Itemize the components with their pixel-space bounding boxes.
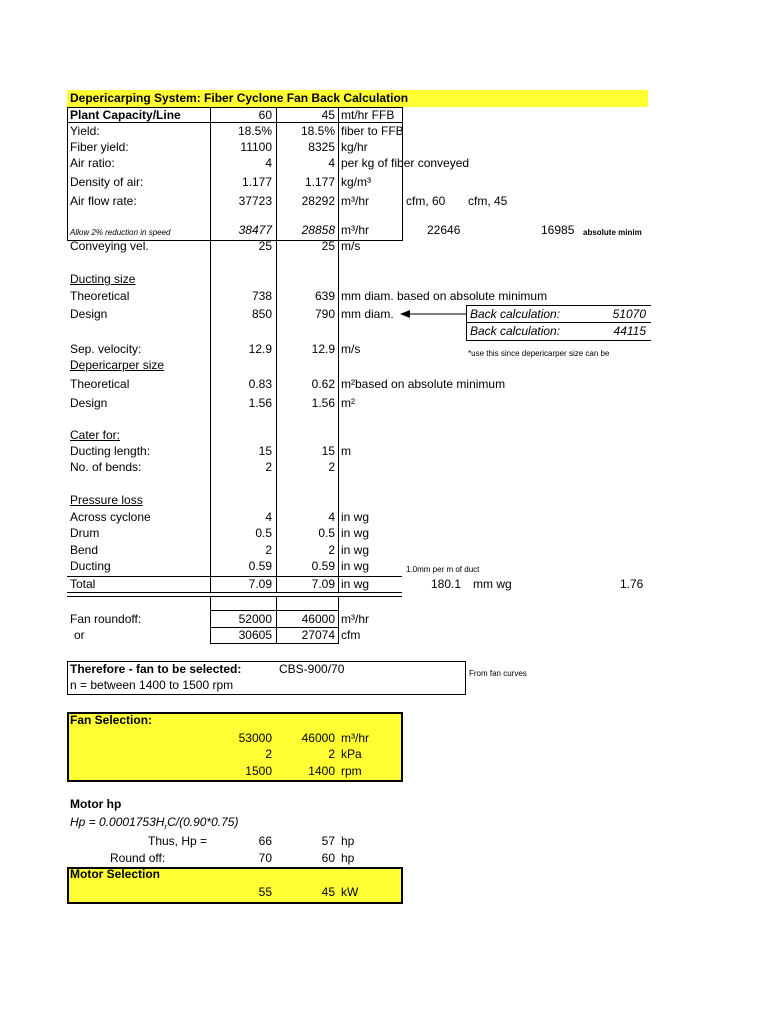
total-mm-value: 180.1 [431,577,462,591]
motor-formula [70,815,238,834]
row-v1: 30605 [238,628,272,642]
row-v2: 12.9 [311,342,335,356]
row-label-fan-roundoff: Fan roundoff: [70,612,142,626]
row-label-design: Design [70,396,108,410]
row-v1: 850 [251,307,272,321]
fan-sel-unit: rpm [341,764,362,778]
row-label-ducting: Ducting [70,559,111,573]
row-label-yield: Yield: [70,124,100,138]
section-pressure-loss: Pressure loss [70,493,143,507]
row-v2: 8325 [308,140,335,154]
fan-round-v3 [338,596,339,644]
back-calc-label-1: Back calculation: [470,307,561,321]
row-unit: kg/m³ [341,175,371,189]
row-label-across-cyclone: Across cyclone [70,510,151,524]
row-v1: 4 [265,510,272,524]
motor-sel-v1: 55 [258,885,272,899]
total-double-border [67,596,402,597]
row-v2: 4 [328,156,335,170]
row-unit: m [341,444,351,458]
back-calc-divider [466,322,651,323]
row-unit: mm diam. based on absolute minimum [341,289,548,303]
row-v2: 0.59 [311,559,335,573]
cfm45-label: cfm, 45 [468,194,508,208]
row-v1: 7.09 [248,577,272,591]
row-v2: 27074 [301,628,335,642]
row-unit: m³/hr [341,612,369,626]
row-v1: 2 [265,543,272,557]
row-label-or: or [74,628,85,642]
fan-selection-title: Fan Selection: [70,713,153,727]
row-v1: 38477 [238,223,272,237]
arrow-left-icon [400,308,466,320]
row-v2: 4 [328,510,335,524]
from-fan-curves: From fan curves [469,669,527,678]
row-v1: 4 [265,156,272,170]
fan-sel-v2: 46000 [301,731,335,745]
motor-sel-v2: 45 [321,885,335,899]
row-label-fiber-yield: Fiber yield: [70,140,129,154]
row-v2: 639 [314,289,335,303]
section-depericarper-size: Depericarper size [70,358,165,372]
selection-label: Therefore - fan to be selected: [70,662,242,676]
row-v1: 37723 [238,194,272,208]
row-v1: 60 [258,108,272,122]
thus-hp-label: Thus, Hp = [148,834,208,848]
row-v2: 28858 [301,223,335,237]
row-v1: 0.5 [255,526,272,540]
selection-model: CBS-900/70 [279,662,345,676]
row-v2: 7.09 [311,577,335,591]
col-border-left [67,107,68,241]
abs-min-note: absolute minim [583,228,642,237]
row-v1: 12.9 [248,342,272,356]
depericarper-note: *use this since depericarper size can be [468,349,610,358]
cfm45-value: 16985 [541,223,575,237]
row-unit: per kg of fiber conveyed [341,156,470,170]
row-unit: in wg [341,559,370,573]
thus-hp-v1: 66 [258,834,272,848]
row-label-drum: Drum [70,526,100,540]
row-unit: m²based on absolute minimum [341,377,506,391]
formula-part-a: Hp = 0.0001753H [70,815,165,829]
cfm60-value: 22646 [427,223,461,237]
back-calc-value-1: 51070 [612,307,646,321]
col-border-3 [338,107,339,241]
row-label-sep-velocity: Sep. velocity: [70,342,142,356]
row-unit: cfm [341,628,361,642]
row-v2: 28292 [301,194,335,208]
row-v1: 15 [258,444,272,458]
row-v2: 25 [321,239,335,253]
row-v1: 25 [258,239,272,253]
row-v2: 1.177 [304,175,335,189]
back-calc-value-2: 44115 [613,324,646,338]
fan-round-top [210,610,338,611]
row-unit: m/s [341,239,361,253]
table-row1-border [67,122,402,123]
fan-round-bottom [210,643,338,644]
row-label-theoretical: Theoretical [70,377,130,391]
row-v1: 1.56 [248,396,272,410]
row-label-ducting-length: Ducting length: [70,444,151,458]
round-off-v1: 70 [258,851,272,865]
row-label-design: Design [70,307,108,321]
row-label-plant: Plant Capacity/Line [70,108,181,122]
row-v1: 0.59 [248,559,272,573]
fan-sel-v2: 1400 [308,764,335,778]
fan-sel-v1: 1500 [245,764,272,778]
row-label-conveying: Conveying vel. [70,239,149,253]
row-v2: 0.62 [311,377,335,391]
back-calc-label-2: Back calculation: [470,324,561,338]
motor-selection-title: Motor Selection [70,867,161,881]
section-ducting-size: Ducting size [70,272,136,286]
row-label-air-flow: Air flow rate: [70,194,137,208]
fan-sel-v1: 2 [265,747,272,761]
thus-hp-v2: 57 [321,834,335,848]
row-v2: 2 [328,543,335,557]
row-v2: 45 [321,108,335,122]
fan-sel-unit: kPa [341,747,362,761]
row-unit: in wg [341,543,370,557]
row-v2: 46000 [301,612,335,626]
row-label-bend: Bend [70,543,99,557]
row-unit: kg/hr [341,140,368,154]
row-unit: in wg [341,526,370,540]
duct-note: 1.0mm per m of duct [406,565,480,574]
motor-sel-unit: kW [341,885,359,899]
round-off-unit: hp [341,851,355,865]
row-unit: in wg [341,510,370,524]
motor-hp-title: Motor hp [70,797,122,811]
total-bottom-border [67,592,402,593]
row-unit: m³/hr [341,223,369,237]
row-v2: 2 [328,460,335,474]
page-title: Depericarping System: Fiber Cyclone Fan Back Calculation [70,91,409,105]
round-off-v2: 60 [321,851,335,865]
row-v1: 0.83 [248,377,272,391]
thus-hp-unit: hp [341,834,355,848]
formula-subscript: r [164,822,168,832]
row-v2: 1.56 [311,396,335,410]
row-label-air-ratio: Air ratio: [70,156,115,170]
row-unit: in wg [341,577,370,591]
row-unit: mm diam. [341,307,394,321]
row-label-theoretical: Theoretical [70,289,130,303]
total-mm-unit: mm wg [473,577,512,591]
fan-sel-v2: 2 [328,747,335,761]
total-kpa-value: 1.76 [620,577,644,591]
row-label-total: Total [70,577,96,591]
row-label-bends: No. of bends: [70,460,142,474]
section-cater-for: Cater for: [70,428,121,442]
row-v1: 11100 [240,140,272,154]
cfm60-label: cfm, 60 [406,194,446,208]
row-label-density: Density of air: [70,175,144,189]
selection-rpm-text: n = between 1400 to 1500 rpm [70,678,234,692]
row-unit: mt/hr FFB [341,108,395,122]
fan-sel-v1: 53000 [238,731,272,745]
row-unit: m/s [341,342,361,356]
row-unit: m² [341,396,355,410]
row-label-allow: Allow 2% reduction in speed [70,228,171,237]
row-unit: fiber to FFB [341,124,404,138]
row-v1: 738 [251,289,272,303]
row-v2: 790 [314,307,335,321]
row-v1: 18.5% [237,124,272,138]
row-v1: 1.177 [241,175,272,189]
row-v1: 2 [265,460,272,474]
row-v2: 18.5% [300,124,335,138]
row-v1: 52000 [238,612,272,626]
row-v2: 0.5 [318,526,335,540]
formula-part-b: C/(0.90*0.75) [167,815,239,829]
round-off-label: Round off: [110,851,166,865]
col-border-lower-3 [338,240,339,593]
row-unit: m³/hr [341,194,369,208]
row-v2: 15 [321,444,335,458]
fan-sel-unit: m³/hr [341,731,369,745]
